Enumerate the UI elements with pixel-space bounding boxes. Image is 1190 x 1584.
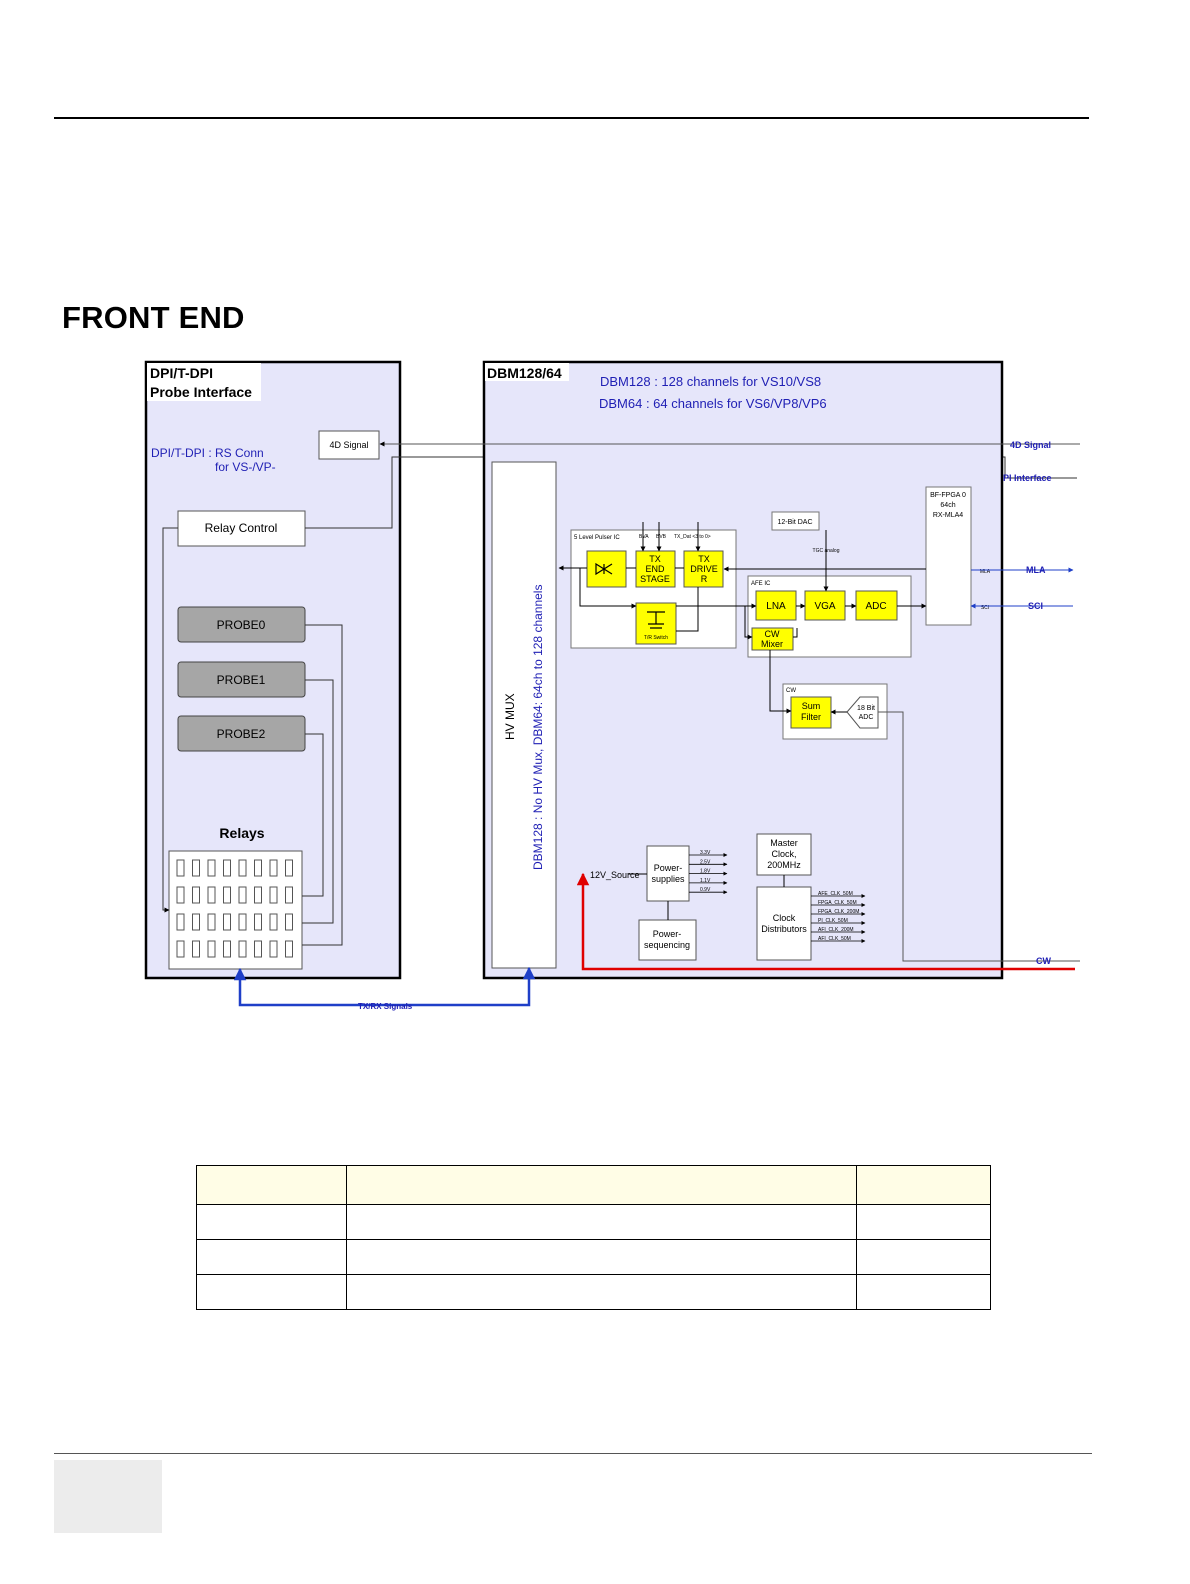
relay-cell (286, 914, 293, 930)
relay-cell (208, 860, 215, 876)
svg-text:HV MUX: HV MUX (503, 693, 517, 740)
dbm-panel (484, 362, 1080, 978)
relay-cell (270, 887, 277, 903)
svg-text:R: R (700, 574, 708, 584)
relay-cell (239, 914, 246, 930)
relay-cell (255, 887, 262, 903)
sum-filter-block (791, 697, 831, 728)
dbm64-desc: DBM64 : 64 channels for VS6/VP8/VP6 (599, 396, 827, 411)
pulser-ic-block (571, 530, 736, 648)
master-clock-block (757, 834, 811, 875)
svg-text:DRIVE: DRIVE (690, 564, 718, 574)
svg-text:18 Bit: 18 Bit (857, 705, 875, 712)
footer-rule (54, 1453, 1092, 1454)
hv-mux-block (492, 462, 556, 968)
power-output-label: 2.5V (700, 859, 711, 866)
cw-label: CW (1036, 956, 1051, 966)
svg-text:CW: CW (764, 629, 780, 639)
power-output-label: 1.8V (700, 868, 711, 875)
svg-text:64ch: 64ch (940, 502, 956, 509)
rs-conn-label: DPI/T-DPI : RS Conn (151, 446, 264, 460)
relay-cell (208, 914, 215, 930)
signal-4d-box (319, 431, 379, 459)
dbm128-desc: DBM128 : 128 channels for VS10/VS8 (600, 374, 822, 389)
relay-cell (255, 914, 262, 930)
svg-text:PROBE2: PROBE2 (216, 727, 266, 741)
clock-output-label: FPGA_CLK_50M (818, 900, 857, 906)
relay-cell (239, 887, 246, 903)
adc-block (856, 591, 897, 620)
svg-text:12-Bit DAC: 12-Bit DAC (777, 519, 813, 526)
svg-text:Filter: Filter (801, 712, 821, 722)
relay-cell (270, 860, 277, 876)
clock-distributors-block (757, 887, 811, 960)
relay-cell (193, 887, 200, 903)
relay-cell (177, 887, 184, 903)
tr-switch-block (636, 603, 676, 644)
relay-cell (255, 860, 262, 876)
svg-text:END: END (645, 564, 665, 574)
power-supplies-block (647, 846, 689, 901)
pulser-input-bva: BVA (639, 534, 649, 540)
relay-cell (224, 914, 231, 930)
relay-cell (224, 941, 231, 957)
power-output-label: 3.3V (700, 850, 711, 856)
section-title: FRONT END (62, 300, 245, 335)
fpga-port-sci: SCI (980, 605, 990, 611)
relay-cell (239, 860, 246, 876)
lna-block (756, 591, 796, 620)
relay-cell (270, 941, 277, 957)
svg-text:sequencing: sequencing (643, 940, 691, 950)
svg-text:PROBE0: PROBE0 (216, 618, 266, 632)
tx-end-stage-block (636, 551, 675, 587)
svg-text:VGA: VGA (814, 601, 836, 612)
table-row (197, 1205, 991, 1240)
svg-text:LNA: LNA (766, 601, 786, 612)
relay-cell (270, 914, 277, 930)
relay-cell (177, 860, 184, 876)
svg-text:Relay Control: Relay Control (204, 521, 278, 535)
relay-cell (286, 941, 293, 957)
svg-text:Power-: Power- (652, 929, 682, 939)
power-output-label: 1.1V (700, 877, 711, 884)
svg-text:5 Level Pulser IC: 5 Level Pulser IC (574, 535, 620, 541)
reference-table (196, 1165, 991, 1310)
svg-text:BF-FPGA 0: BF-FPGA 0 (930, 492, 966, 499)
relay-cell (286, 887, 293, 903)
relay-cell (255, 941, 262, 957)
svg-text:Sum: Sum (801, 701, 821, 711)
svg-text:200MHz: 200MHz (767, 860, 801, 870)
clock-output-label: FPGA_CLK_200M (818, 909, 860, 915)
probe1-block (178, 662, 305, 697)
svg-text:supplies: supplies (651, 874, 685, 884)
sci-label: SCI (1028, 601, 1044, 611)
source-12v-label: 12V_Source (590, 870, 640, 880)
clock-output-label: AFI_CLK_50M (818, 936, 851, 942)
svg-text:RX-MLA4: RX-MLA4 (932, 512, 964, 519)
fpga-port-mla: MLA (979, 569, 991, 575)
svg-text:ADC: ADC (865, 601, 887, 612)
relay-cell (224, 887, 231, 903)
probe2-block (178, 716, 305, 751)
relay-cell (286, 860, 293, 876)
rs-conn-models: for VS-/VP- (215, 460, 276, 474)
probe0-block (178, 607, 305, 642)
clock-output-label: AFI_CLK_200M (818, 927, 854, 933)
mla-label: MLA (1026, 565, 1046, 575)
signal-4d-label: 4D Signal (1010, 440, 1052, 450)
table-row (197, 1275, 991, 1310)
txrx-signals-label: TX/RX Signals (358, 1002, 413, 1011)
clock-output-label: AFE_CLK_50M (818, 891, 853, 897)
table-row (197, 1240, 991, 1275)
svg-text:4D Signal: 4D Signal (329, 440, 369, 450)
svg-text:AFE IC: AFE IC (751, 581, 771, 587)
vga-block (805, 591, 845, 620)
tgc-label: TGC analog (812, 548, 840, 554)
svg-text:Clock,: Clock, (771, 849, 797, 859)
pulser-diode-icon (587, 551, 626, 587)
svg-text:T/R Switch: T/R Switch (643, 635, 669, 641)
relay-cell (177, 941, 184, 957)
probe-interface-title: DPI/T-DPI (150, 365, 214, 381)
relay-cell (208, 941, 215, 957)
relay-control-box (178, 511, 305, 546)
dbm-title: DBM128/64 (487, 365, 562, 381)
relay-cell (224, 860, 231, 876)
probe-interface-subtitle: Probe Interface (150, 384, 252, 400)
power-output-label: 0.9V (700, 887, 711, 894)
relay-cell (177, 914, 184, 930)
page-number-tab (54, 1460, 162, 1533)
relay-cell (239, 941, 246, 957)
relays-array (169, 851, 302, 969)
svg-text:ADC: ADC (858, 714, 874, 721)
svg-text:Master: Master (770, 838, 798, 848)
relay-cell (208, 887, 215, 903)
clock-output-label: PI_CLK_50M (818, 918, 848, 924)
svg-text:Power-: Power- (653, 863, 683, 873)
pulser-input-txdat: TX_Dat <3 to 0> (674, 534, 711, 540)
power-sequencing-block (639, 920, 696, 960)
svg-text:TX: TX (698, 554, 710, 564)
afe-ic-block (748, 576, 911, 657)
svg-text:TX: TX (649, 554, 661, 564)
relay-cell (193, 914, 200, 930)
svg-text:PROBE1: PROBE1 (216, 673, 266, 687)
pulser-input-bvb: BVB (656, 534, 667, 540)
svg-text:Clock: Clock (772, 913, 796, 923)
tx-driver-block (684, 551, 723, 587)
svg-text:Mixer: Mixer (761, 639, 783, 649)
cw-mixer-block (752, 628, 793, 650)
relay-cell (193, 860, 200, 876)
pi-interface-label: PI Interface (1003, 473, 1052, 483)
svg-text:Distributors: Distributors (761, 924, 807, 934)
svg-text:DBM128 : No HV Mux, DBM64: 64c: DBM128 : No HV Mux, DBM64: 64ch to 128 channels (531, 584, 545, 870)
relays-label: Relays (219, 825, 265, 841)
svg-text:STAGE: STAGE (640, 574, 670, 584)
table-header-row (197, 1166, 991, 1205)
relay-cell (193, 941, 200, 957)
svg-text:CW: CW (786, 688, 796, 694)
